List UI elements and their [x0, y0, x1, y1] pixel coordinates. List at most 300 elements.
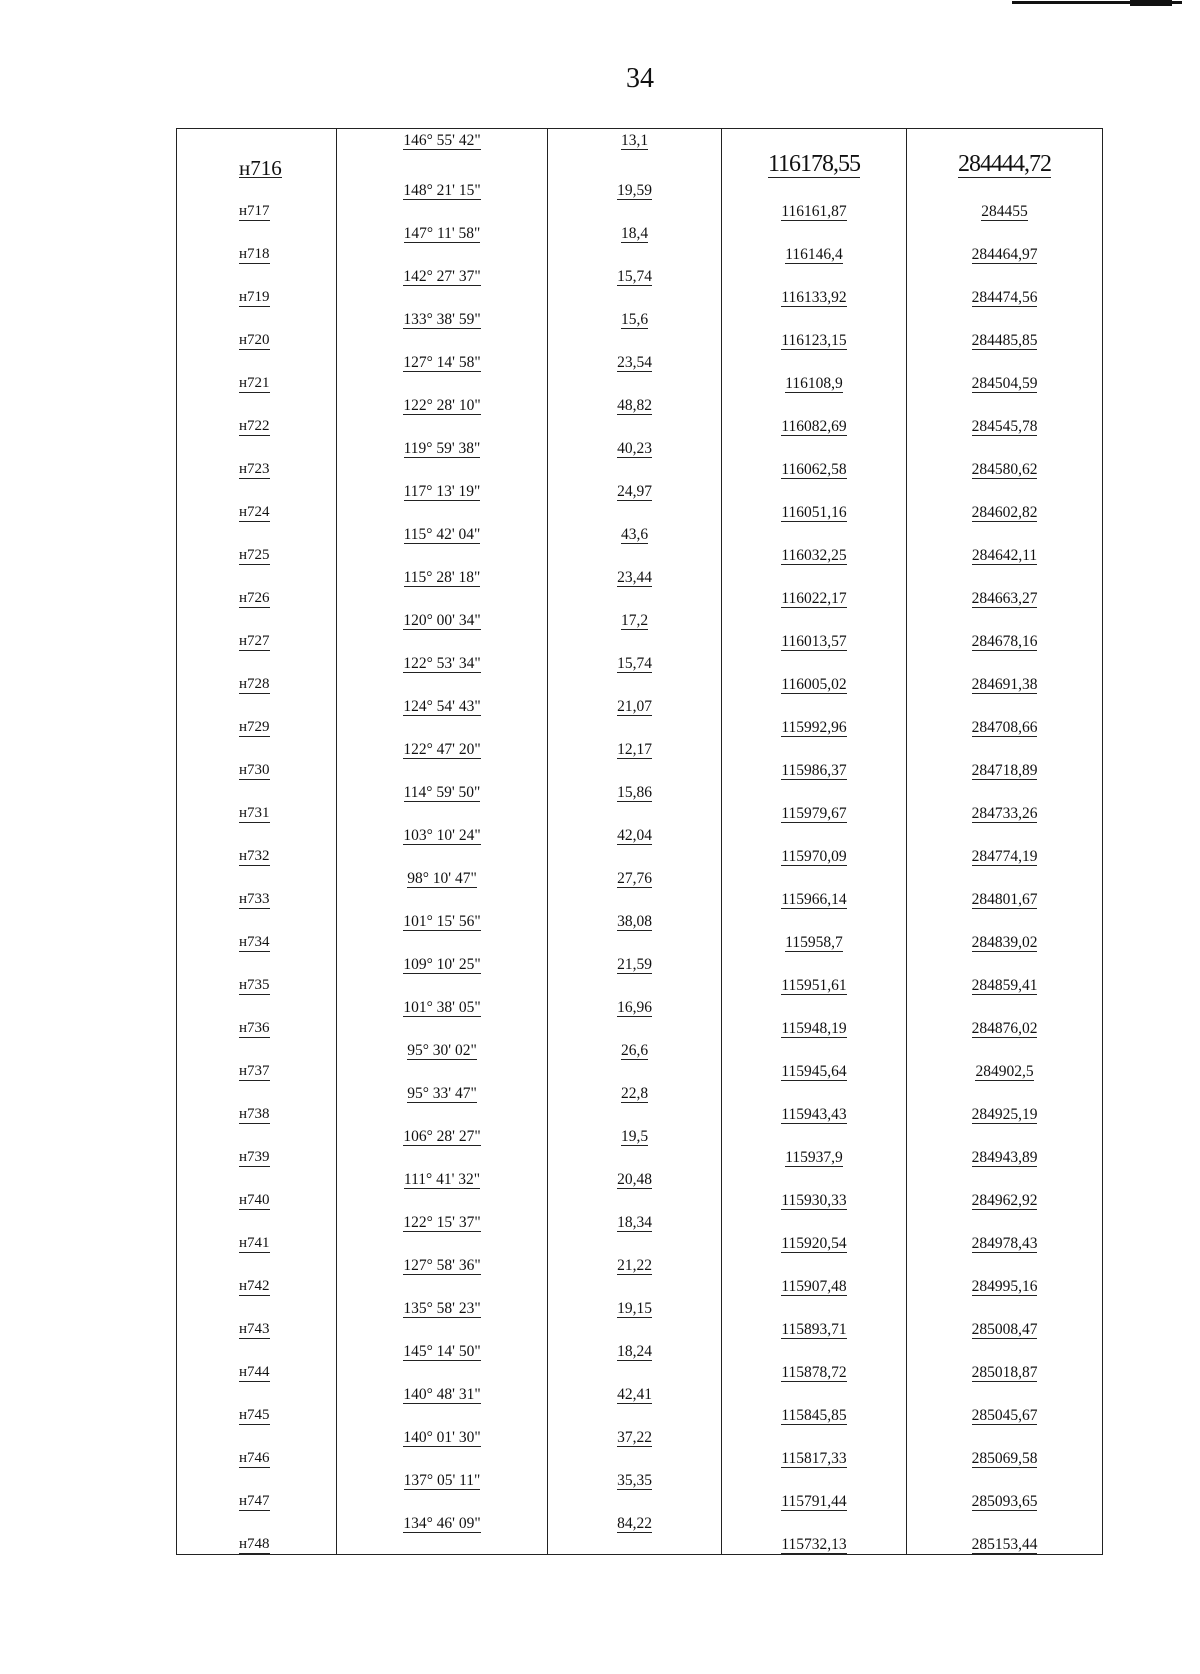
- distance-cell-text: 21,07: [617, 697, 652, 715]
- y-coordinate-cell: [907, 1533, 1103, 1555]
- x-coordinate-cell: [722, 393, 907, 415]
- angle-cell: [337, 651, 548, 673]
- x-coordinate-cell: [722, 651, 907, 673]
- y-coordinate-cell-text: 284839,02: [971, 934, 1038, 951]
- point-name-cell: [177, 264, 337, 286]
- segment-row: [177, 522, 1103, 544]
- distance-cell: [548, 1232, 722, 1254]
- y-coordinate-cell: [907, 952, 1103, 974]
- angle-cell: [337, 802, 548, 824]
- page-number: 34: [626, 63, 654, 94]
- point-name-cell-text: н743: [239, 1321, 270, 1337]
- y-coordinate-cell: [907, 888, 1103, 910]
- x-coordinate-cell: [722, 544, 907, 566]
- y-coordinate-cell: [907, 780, 1103, 802]
- point-name-cell: [177, 1425, 337, 1447]
- point-name-cell: [177, 1167, 337, 1189]
- distance-cell: [548, 845, 722, 867]
- x-coordinate-cell-text: 116146,4: [785, 246, 843, 263]
- x-coordinate-cell: [722, 974, 907, 996]
- y-coordinate-cell: [907, 651, 1103, 673]
- angle-cell: [337, 264, 548, 286]
- x-coordinate-cell-text: 115992,96: [781, 719, 847, 736]
- x-coordinate-cell: [722, 1382, 907, 1404]
- point-name-cell: [177, 372, 337, 394]
- y-coordinate-cell: [907, 1017, 1103, 1039]
- y-coordinate-cell: [907, 802, 1103, 824]
- distance-cell-text: 19,15: [617, 1299, 652, 1317]
- angle-cell: [337, 931, 548, 953]
- angle-cell: [337, 1382, 548, 1404]
- distance-cell-text: 15,6: [620, 310, 649, 328]
- x-coordinate-cell: [722, 1081, 907, 1103]
- angle-cell: [337, 1468, 548, 1490]
- distance-cell: [548, 286, 722, 308]
- point-name-cell: [177, 522, 337, 544]
- angle-cell-text: 137° 05' 11": [403, 1471, 481, 1489]
- distance-cell: [548, 888, 722, 910]
- angle-cell: [337, 1060, 548, 1082]
- distance-cell: [548, 200, 722, 222]
- distance-cell-text: 42,04: [617, 826, 652, 844]
- distance-cell: [548, 1533, 722, 1555]
- angle-cell-text: 120° 00' 34": [403, 611, 481, 629]
- point-name-cell: [177, 1232, 337, 1254]
- y-coordinate-cell: [907, 845, 1103, 867]
- angle-cell-text: 135° 58' 23": [403, 1299, 481, 1317]
- angle-cell: [337, 630, 548, 652]
- angle-cell: [337, 737, 548, 759]
- point-row: [177, 1533, 1103, 1555]
- x-coordinate-cell-text: 116123,15: [781, 332, 847, 349]
- distance-cell: [548, 1060, 722, 1082]
- segment-row: [177, 350, 1103, 372]
- point-name-cell: [177, 802, 337, 824]
- angle-cell: [337, 501, 548, 523]
- segment-row: [177, 1511, 1103, 1533]
- angle-cell: [337, 1490, 548, 1512]
- distance-cell: [548, 129, 722, 151]
- point-name-cell: [177, 866, 337, 888]
- distance-cell: [548, 1490, 722, 1512]
- distance-cell: [548, 737, 722, 759]
- y-coordinate-cell: [907, 565, 1103, 587]
- point-row: [177, 544, 1103, 566]
- distance-cell: [548, 1318, 722, 1340]
- angle-cell: [337, 587, 548, 609]
- y-coordinate-cell: [907, 286, 1103, 308]
- point-name-cell-text: н733: [239, 891, 270, 907]
- point-name-cell-text: н720: [239, 332, 270, 348]
- x-coordinate-cell: [722, 759, 907, 781]
- distance-cell: [548, 1017, 722, 1039]
- angle-cell: [337, 129, 548, 151]
- x-coordinate-cell: [722, 221, 907, 243]
- angle-cell-text: 134° 46' 09": [403, 1514, 481, 1532]
- y-coordinate-cell: [907, 1210, 1103, 1232]
- x-coordinate-cell: [722, 952, 907, 974]
- distance-cell-text: 26,6: [620, 1041, 649, 1059]
- angle-cell-text: 140° 48' 31": [403, 1385, 481, 1403]
- y-coordinate-cell-text: 285069,58: [971, 1450, 1038, 1467]
- distance-cell: [548, 630, 722, 652]
- distance-cell: [548, 1124, 722, 1146]
- point-name-cell: [177, 150, 337, 178]
- x-coordinate-cell-text: 116013,57: [781, 633, 847, 650]
- y-coordinate-cell: [907, 909, 1103, 931]
- segment-row: [177, 995, 1103, 1017]
- distance-cell: [548, 780, 722, 802]
- segment-row: [177, 221, 1103, 243]
- x-coordinate-cell: [722, 1339, 907, 1361]
- point-name-cell: [177, 393, 337, 415]
- angle-cell-text: 115° 28' 18": [403, 568, 481, 586]
- segment-row: [177, 393, 1103, 415]
- point-row: [177, 1447, 1103, 1469]
- y-coordinate-cell: [907, 1447, 1103, 1469]
- angle-cell: [337, 436, 548, 458]
- angle-cell: [337, 866, 548, 888]
- distance-cell-text: 18,4: [620, 224, 649, 242]
- angle-cell-text: 101° 38' 05": [403, 998, 481, 1016]
- x-coordinate-cell-text: 116005,02: [781, 676, 847, 693]
- point-name-cell: [177, 1296, 337, 1318]
- point-name-cell: [177, 974, 337, 996]
- y-coordinate-cell: [907, 415, 1103, 437]
- angle-cell-text: 140° 01' 30": [403, 1428, 481, 1446]
- point-name-cell: [177, 243, 337, 265]
- angle-cell-text: 101° 15' 56": [403, 912, 481, 930]
- angle-cell: [337, 974, 548, 996]
- y-coordinate-cell: [907, 307, 1103, 329]
- distance-cell: [548, 221, 722, 243]
- y-coordinate-cell: [907, 221, 1103, 243]
- x-coordinate-cell: [722, 1275, 907, 1297]
- point-name-cell: [177, 780, 337, 802]
- point-name-cell: [177, 587, 337, 609]
- angle-cell: [337, 150, 548, 178]
- y-coordinate-cell: [907, 544, 1103, 566]
- y-coordinate-cell: [907, 1167, 1103, 1189]
- angle-cell: [337, 1038, 548, 1060]
- point-name-cell-text: н727: [239, 633, 270, 649]
- y-coordinate-cell-text: 284678,16: [971, 633, 1038, 650]
- x-coordinate-cell: [722, 1103, 907, 1125]
- y-coordinate-cell: [907, 608, 1103, 630]
- distance-cell: [548, 1425, 722, 1447]
- segment-row: [177, 479, 1103, 501]
- point-row: [177, 329, 1103, 351]
- x-coordinate-cell: [722, 694, 907, 716]
- segment-row: [177, 565, 1103, 587]
- distance-cell-text: 19,5: [620, 1127, 649, 1145]
- x-coordinate-cell: [722, 587, 907, 609]
- x-coordinate-cell-text: 115951,61: [781, 977, 847, 994]
- angle-cell-text: 145° 14' 50": [403, 1342, 481, 1360]
- y-coordinate-cell: [907, 931, 1103, 953]
- angle-cell-text: 127° 58' 36": [403, 1256, 481, 1274]
- y-coordinate-cell: [907, 1060, 1103, 1082]
- point-name-cell: [177, 1210, 337, 1232]
- segment-row: [177, 1210, 1103, 1232]
- y-coordinate-cell-text: 284859,41: [971, 977, 1038, 994]
- segment-row: [177, 780, 1103, 802]
- distance-cell: [548, 673, 722, 695]
- point-name-cell: [177, 178, 337, 200]
- angle-cell-text: 148° 21' 15": [403, 181, 481, 199]
- segment-row: [177, 737, 1103, 759]
- x-coordinate-cell: [722, 415, 907, 437]
- header-rule-mark: [1130, 0, 1172, 6]
- point-name-cell: [177, 329, 337, 351]
- y-coordinate-cell-text: 284876,02: [971, 1020, 1038, 1037]
- x-coordinate-cell: [722, 995, 907, 1017]
- point-name-cell-text: н730: [239, 762, 270, 778]
- x-coordinate-cell-text: 115966,14: [781, 891, 847, 908]
- y-coordinate-cell: [907, 1404, 1103, 1426]
- angle-cell-text: 122° 53' 34": [403, 654, 481, 672]
- distance-cell: [548, 1167, 722, 1189]
- y-coordinate-cell-text: 284902,5: [975, 1063, 1034, 1080]
- angle-cell-text: 127° 14' 58": [403, 353, 481, 371]
- x-coordinate-cell: [722, 522, 907, 544]
- x-coordinate-cell: [722, 458, 907, 480]
- distance-cell: [548, 952, 722, 974]
- point-name-cell-text: н746: [239, 1450, 270, 1466]
- x-coordinate-cell: [722, 200, 907, 222]
- point-name-cell: [177, 694, 337, 716]
- point-name-cell: [177, 1146, 337, 1168]
- distance-cell: [548, 759, 722, 781]
- point-row: [177, 1232, 1103, 1254]
- point-row: [177, 200, 1103, 222]
- point-row: [177, 243, 1103, 265]
- x-coordinate-cell: [722, 501, 907, 523]
- x-coordinate-cell-text: 115893,71: [781, 1321, 847, 1338]
- point-name-cell: [177, 221, 337, 243]
- y-coordinate-cell: [907, 1318, 1103, 1340]
- y-coordinate-cell: [907, 694, 1103, 716]
- x-coordinate-cell-text: 116051,16: [781, 504, 847, 521]
- y-coordinate-cell: [907, 1468, 1103, 1490]
- distance-cell-text: 27,76: [617, 869, 652, 887]
- y-coordinate-cell: [907, 737, 1103, 759]
- y-coordinate-cell-text: 285008,47: [971, 1321, 1038, 1338]
- point-name-cell: [177, 1253, 337, 1275]
- point-name-cell: [177, 129, 337, 151]
- point-name-cell-text: н717: [239, 203, 270, 219]
- x-coordinate-cell-text: 116178,55: [767, 151, 861, 177]
- segment-row: [177, 436, 1103, 458]
- x-coordinate-cell: [722, 1232, 907, 1254]
- x-coordinate-cell: [722, 1167, 907, 1189]
- point-name-cell: [177, 845, 337, 867]
- segment-row: [177, 608, 1103, 630]
- point-name-cell: [177, 350, 337, 372]
- y-coordinate-cell: [907, 372, 1103, 394]
- y-coordinate-cell: [907, 1146, 1103, 1168]
- x-coordinate-cell: [722, 1253, 907, 1275]
- point-name-cell: [177, 1318, 337, 1340]
- distance-cell-text: 20,48: [617, 1170, 652, 1188]
- x-coordinate-cell: [722, 1533, 907, 1555]
- distance-cell-text: 84,22: [617, 1514, 652, 1532]
- point-name-cell-text: н724: [239, 504, 270, 520]
- point-row: [177, 931, 1103, 953]
- point-name-cell: [177, 415, 337, 437]
- y-coordinate-cell: [907, 1361, 1103, 1383]
- y-coordinate-cell-text: 285018,87: [971, 1364, 1038, 1381]
- x-coordinate-cell: [722, 1318, 907, 1340]
- angle-cell-text: 114° 59' 50": [403, 783, 481, 801]
- distance-cell-text: 23,44: [617, 568, 652, 586]
- point-name-cell: [177, 630, 337, 652]
- x-coordinate-cell: [722, 780, 907, 802]
- segment-row: [177, 909, 1103, 931]
- distance-cell-text: 13,1: [620, 132, 649, 149]
- x-coordinate-cell: [722, 630, 907, 652]
- point-row: [177, 415, 1103, 437]
- x-coordinate-cell: [722, 1017, 907, 1039]
- point-row: [177, 1189, 1103, 1211]
- distance-cell-text: 19,59: [617, 181, 652, 199]
- y-coordinate-cell-text: 284962,92: [971, 1192, 1038, 1209]
- distance-cell-text: 21,59: [617, 955, 652, 973]
- distance-cell: [548, 1511, 722, 1533]
- distance-cell-text: 48,82: [617, 396, 652, 414]
- distance-cell: [548, 1189, 722, 1211]
- point-name-cell-text: н722: [239, 418, 270, 434]
- point-name-cell: [177, 759, 337, 781]
- angle-cell: [337, 1081, 548, 1103]
- point-row: [177, 1146, 1103, 1168]
- distance-cell-text: 40,23: [617, 439, 652, 457]
- point-name-cell-text: н723: [239, 461, 270, 477]
- angle-cell: [337, 1511, 548, 1533]
- y-coordinate-cell: [907, 393, 1103, 415]
- angle-cell: [337, 1447, 548, 1469]
- point-name-cell: [177, 1017, 337, 1039]
- segment-row: [177, 1425, 1103, 1447]
- distance-cell: [548, 1339, 722, 1361]
- x-coordinate-cell: [722, 1146, 907, 1168]
- y-coordinate-cell-text: 284978,43: [971, 1235, 1038, 1252]
- x-coordinate-cell-text: 115920,54: [781, 1235, 847, 1252]
- angle-cell: [337, 995, 548, 1017]
- distance-cell-text: 23,54: [617, 353, 652, 371]
- distance-cell: [548, 716, 722, 738]
- y-coordinate-cell: [907, 1339, 1103, 1361]
- distance-cell: [548, 909, 722, 931]
- angle-cell-text: 109° 10' 25": [403, 955, 481, 973]
- y-coordinate-cell: [907, 673, 1103, 695]
- point-name-cell-text: н729: [239, 719, 270, 735]
- y-coordinate-cell: [907, 264, 1103, 286]
- y-coordinate-cell: [907, 866, 1103, 888]
- point-row: [177, 1404, 1103, 1426]
- y-coordinate-cell-text: 284474,56: [971, 289, 1038, 306]
- y-coordinate-cell-text: 284504,59: [971, 375, 1038, 392]
- angle-cell: [337, 1253, 548, 1275]
- x-coordinate-cell-text: 116022,17: [781, 590, 847, 607]
- angle-cell: [337, 1425, 548, 1447]
- y-coordinate-cell: [907, 1232, 1103, 1254]
- point-name-cell-text: н719: [239, 289, 270, 305]
- angle-cell-text: 106° 28' 27": [403, 1127, 481, 1145]
- segment-row: [177, 1253, 1103, 1275]
- point-name-cell-text: н745: [239, 1407, 270, 1423]
- coordinates-table: [176, 128, 1103, 1555]
- angle-cell-text: 142° 27' 37": [403, 267, 481, 285]
- angle-cell-text: 98° 10' 47": [407, 869, 477, 887]
- y-coordinate-cell: [907, 1490, 1103, 1512]
- point-name-cell: [177, 909, 337, 931]
- point-name-cell-text: н721: [239, 375, 270, 391]
- angle-cell-text: 147° 11' 58": [403, 224, 481, 242]
- y-coordinate-cell: [907, 1103, 1103, 1125]
- distance-cell-text: 18,24: [617, 1342, 652, 1360]
- angle-cell: [337, 1296, 548, 1318]
- x-coordinate-cell: [722, 565, 907, 587]
- segment-row: [177, 178, 1103, 200]
- x-coordinate-cell: [722, 479, 907, 501]
- distance-cell: [548, 866, 722, 888]
- angle-cell: [337, 1404, 548, 1426]
- y-coordinate-cell: [907, 1511, 1103, 1533]
- y-coordinate-cell: [907, 178, 1103, 200]
- point-name-cell-text: н735: [239, 977, 270, 993]
- distance-cell-text: 17,2: [620, 611, 649, 629]
- angle-cell: [337, 307, 548, 329]
- distance-cell: [548, 565, 722, 587]
- distance-cell-text: 16,96: [617, 998, 652, 1016]
- angle-cell: [337, 1232, 548, 1254]
- angle-cell-text: 111° 41' 32": [403, 1170, 481, 1188]
- angle-cell: [337, 221, 548, 243]
- x-coordinate-cell: [722, 350, 907, 372]
- angle-cell-text: 122° 28' 10": [403, 396, 481, 414]
- segment-row: [177, 1124, 1103, 1146]
- point-name-cell: [177, 501, 337, 523]
- y-coordinate-cell-text: 284602,82: [971, 504, 1038, 521]
- angle-cell: [337, 694, 548, 716]
- point-row: [177, 888, 1103, 910]
- angle-cell: [337, 1189, 548, 1211]
- angle-cell: [337, 1146, 548, 1168]
- distance-cell: [548, 802, 722, 824]
- point-row: [177, 759, 1103, 781]
- x-coordinate-cell-text: 115970,09: [781, 848, 847, 865]
- x-coordinate-cell: [722, 286, 907, 308]
- point-name-cell-text: н734: [239, 934, 270, 950]
- distance-cell: [548, 150, 722, 178]
- point-name-cell-text: н744: [239, 1364, 270, 1380]
- angle-cell-text: 122° 15' 37": [403, 1213, 481, 1231]
- point-name-cell-text: н738: [239, 1106, 270, 1122]
- point-name-cell: [177, 1060, 337, 1082]
- point-name-cell-text: н747: [239, 1493, 270, 1509]
- y-coordinate-cell-text: 284925,19: [971, 1106, 1038, 1123]
- point-row: [177, 845, 1103, 867]
- point-name-cell: [177, 888, 337, 910]
- y-coordinate-cell-text: 284464,97: [971, 246, 1038, 263]
- y-coordinate-cell: [907, 1253, 1103, 1275]
- x-coordinate-cell: [722, 372, 907, 394]
- angle-cell: [337, 823, 548, 845]
- x-coordinate-cell: [722, 1490, 907, 1512]
- x-coordinate-cell: [722, 737, 907, 759]
- point-row: [177, 1490, 1103, 1512]
